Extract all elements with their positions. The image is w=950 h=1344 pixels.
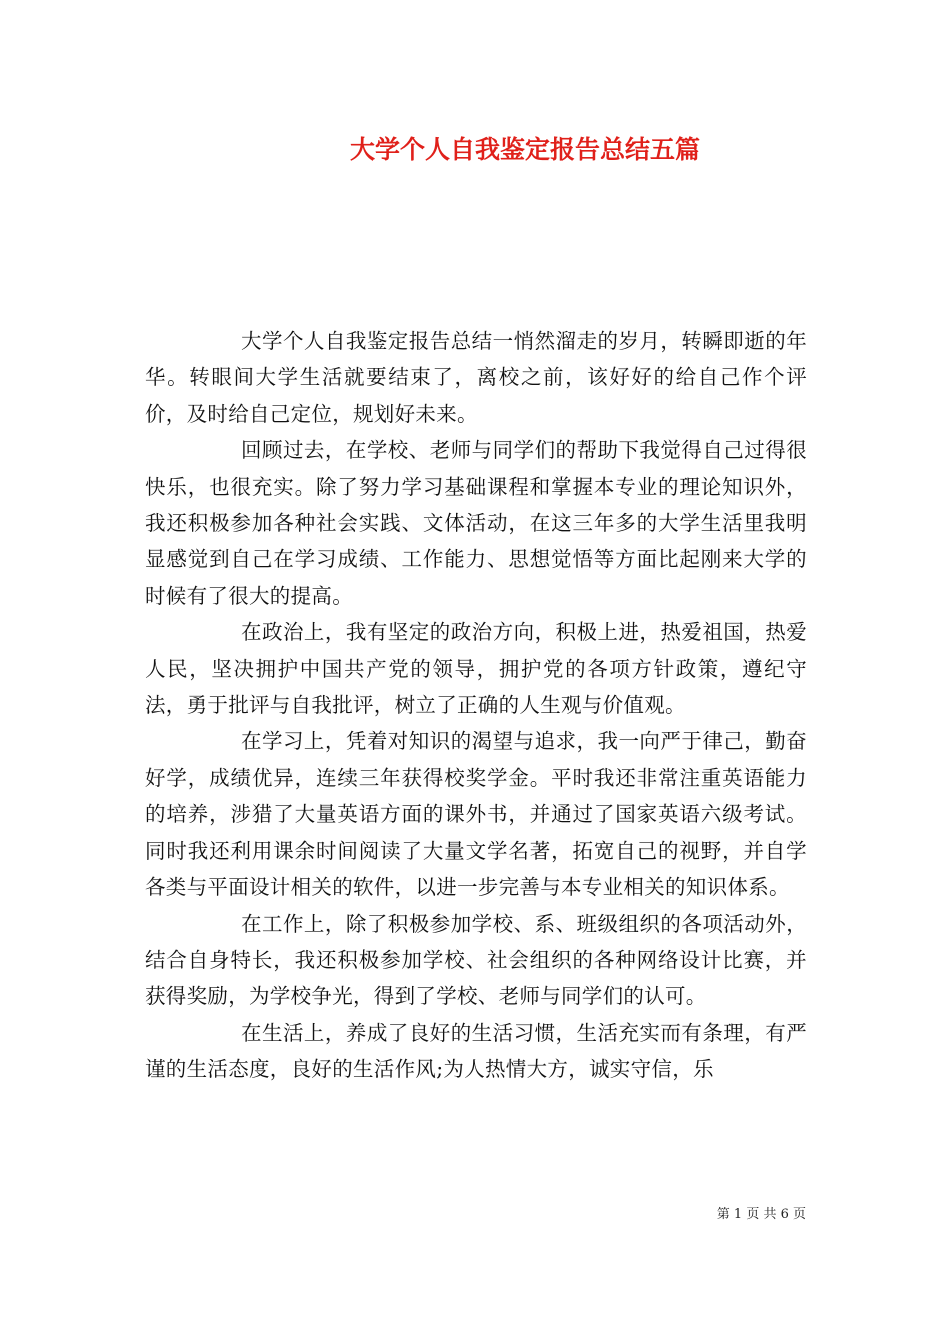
paragraph: 在政治上，我有坚定的政治方向，积极上进，热爱祖国，热爱人民，坚决拥护中国共产党的领导，拥护党的各项方针政策，遵纪守法，勇于批评与自我批评，树立了正确的人生观与价值观。 xyxy=(145,620,807,718)
paragraph: 大学个人自我鉴定报告总结一悄然溜走的岁月，转瞬即逝的年华。转眼间大学生活就要结束了，离校之前，该好好的给自己作个评价，及时给自己定位，规划好未来。 xyxy=(145,329,807,426)
paragraph: 在工作上，除了积极参加学校、系、班级组织的各项活动外，结合自身特长，我还积极参加学校、社会组织的各种网络设计比赛，并获得奖励，为学校争光，得到了学校、老师与同学们的认可。 xyxy=(145,911,807,1009)
paragraph: 在生活上，养成了良好的生活习惯，生活充实而有条理，有严谨的生活态度，良好的生活作风;为人热情大方，诚实守信，乐 xyxy=(145,1020,807,1082)
document-body xyxy=(145,323,807,1088)
paragraph: 在学习上，凭着对知识的渴望与追求，我一向严于律己，勤奋好学，成绩优异，连续三年获得校奖学金。平时我还非常注重英语能力的培养，涉猎了大量英语方面的课外书，并通过了国家英语六级考试。同时我还利用课余时间阅读了大量文学名著，拓宽自己的视野，并自学各类与平面设计相关的软件，以进一步完善与本专业相关的知识体系。 xyxy=(145,729,807,900)
paragraph: 回顾过去，在学校、老师与同学们的帮助下我觉得自己过得很快乐，也很充实。除了努力学习基础课程和掌握本专业的理论知识外，我还积极参加各种社会实践、文体活动，在这三年多的大学生活里我明显感觉到自己在学习成绩、工作能力、思想觉悟等方面比起刚来大学的时候有了很大的提高。 xyxy=(145,438,807,608)
document-title: 大学个人自我鉴定报告总结五篇 xyxy=(349,135,700,164)
page-number-footer: 第 1 页 共 6 页 xyxy=(716,1207,806,1222)
